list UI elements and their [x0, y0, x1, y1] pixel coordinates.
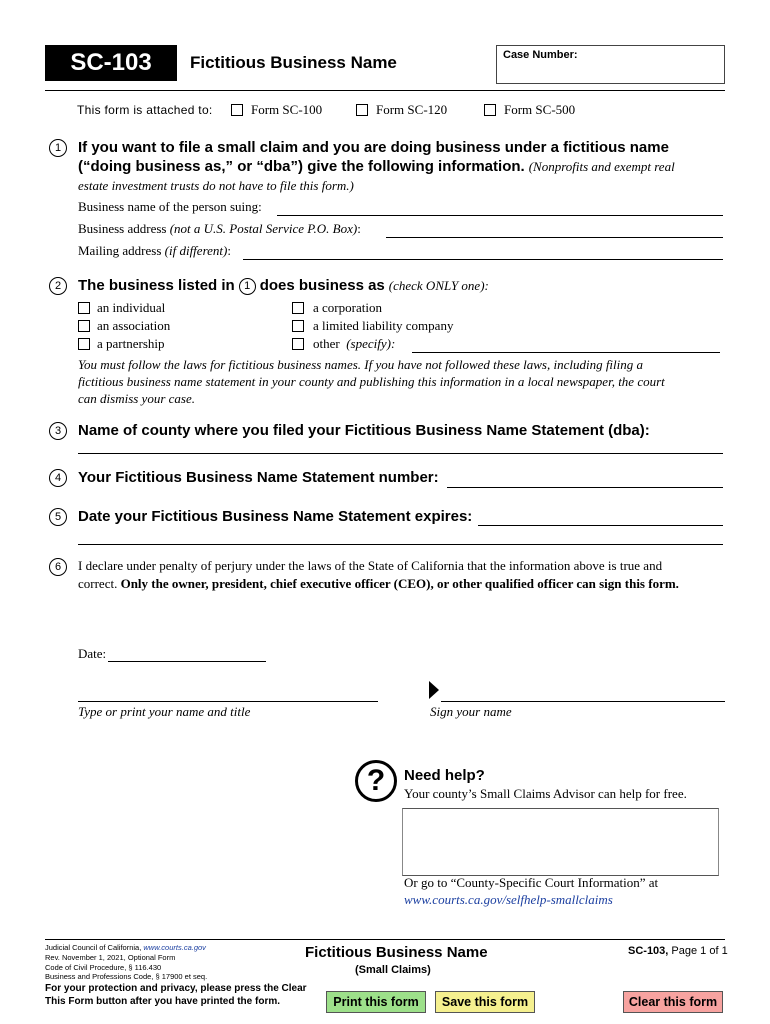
signature-label: Sign your name: [430, 704, 512, 719]
attached-label: This form is attached to:: [77, 103, 213, 117]
item-1-number: 1: [49, 139, 67, 157]
business-address-colon: :: [357, 221, 361, 236]
item-5-number: 5: [49, 508, 67, 526]
statement-number-field[interactable]: [447, 487, 723, 488]
case-number-label: Case Number:: [503, 49, 578, 61]
county-name-field[interactable]: [78, 453, 723, 454]
footer-code1: Code of Civil Procedure, § 116.430: [45, 963, 162, 972]
footer-council-link[interactable]: www.courts.ca.gov: [143, 943, 206, 952]
date-field[interactable]: [108, 661, 266, 662]
business-address-note: (not a U.S. Postal Service P.O. Box): [169, 221, 358, 236]
item-2-number: 2: [49, 277, 67, 295]
mailing-address-label-row: [78, 243, 231, 259]
printed-name-label: Type or print your name and title: [78, 704, 251, 719]
privacy-line2: This Form button after you have printed the form.: [45, 996, 281, 1007]
item-3-label: Name of county where you filed your Fictitious Business Name Statement (dba):: [78, 422, 650, 439]
expiration-date-field[interactable]: [478, 525, 723, 526]
warning-line3: can dismiss your case.: [78, 391, 195, 406]
declaration-line2-pre: correct.: [78, 576, 118, 591]
option-association-label: an association: [97, 318, 171, 333]
other-specify-field[interactable]: [412, 352, 720, 353]
item-2-heading-pre: The business listed in: [78, 277, 235, 294]
business-name-field[interactable]: [277, 215, 723, 216]
declaration-line1: I declare under penalty of perjury under the laws of the State of California that the information above is true and: [78, 558, 663, 573]
privacy-line1: For your protection and privacy, please press the Clear: [45, 983, 307, 994]
option-partnership-checkbox[interactable]: [78, 338, 90, 350]
item-1-heading-line1: If you want to file a small claim and you are doing business under a fictitious name: [78, 139, 669, 156]
warning-line1: You must follow the laws for fictitious business names. If you have not followed these laws, including filing a: [78, 357, 644, 372]
mailing-address-colon: :: [227, 243, 231, 258]
business-address-field[interactable]: [386, 237, 723, 238]
option-individual-checkbox[interactable]: [78, 302, 90, 314]
item-1-note-part1: (Nonprofits and exempt real: [528, 159, 675, 174]
footer-council: Judicial Council of California,: [45, 943, 142, 952]
mailing-address-label: Mailing address: [78, 243, 162, 258]
option-other-label: other: [313, 336, 340, 351]
option-other-row: [313, 336, 395, 352]
warning-line2: fictitious business name statement in your county and publishing this information in a local newspaper, the court: [78, 374, 665, 389]
item-4-number: 4: [49, 469, 67, 487]
attach-sc100-label: Form SC-100: [251, 102, 323, 117]
item-5-label: Date your Fictitious Business Name Statement expires:: [78, 508, 473, 525]
item-1-heading-line2: (“doing business as,” or “dba”) give the following information.: [78, 158, 525, 175]
footer-form-ref: SC-103,: [628, 945, 669, 957]
business-name-label: Business name of the person suing:: [78, 199, 262, 214]
declaration-line2-row: [78, 576, 679, 592]
item-1-note-part2: estate investment trusts do not have to file this form.): [78, 178, 354, 193]
item-2-ref-number: 1: [239, 278, 256, 295]
mailing-address-field[interactable]: [243, 259, 723, 260]
specify-label: (specify):: [346, 336, 396, 351]
attach-sc100-checkbox[interactable]: [231, 104, 243, 116]
save-form-button[interactable]: Save this form: [435, 991, 535, 1013]
option-individual-label: an individual: [97, 300, 166, 315]
footer-title: Fictitious Business Name: [305, 944, 488, 961]
footer-divider: [45, 939, 725, 940]
footer-page: Page 1 of 1: [671, 945, 728, 957]
form-number: SC-103: [45, 45, 177, 81]
option-corporation-checkbox[interactable]: [292, 302, 304, 314]
help-question-icon: ?: [355, 760, 397, 802]
case-number-box[interactable]: [496, 45, 725, 84]
business-address-label-row: [78, 221, 361, 237]
header-divider: [45, 90, 725, 91]
sign-here-arrow-icon: [428, 680, 440, 700]
expiration-date-field-line2[interactable]: [78, 544, 723, 545]
printed-name-field[interactable]: [78, 701, 378, 702]
help-text: Your county’s Small Claims Advisor can help for free.: [404, 786, 687, 801]
attach-sc120-label: Form SC-120: [376, 102, 448, 117]
item-3-number: 3: [49, 422, 67, 440]
option-association-checkbox[interactable]: [78, 320, 90, 332]
advisor-info-box[interactable]: [402, 808, 719, 876]
option-other-checkbox[interactable]: [292, 338, 304, 350]
footer-council-row: [45, 943, 206, 952]
help-title: Need help?: [404, 767, 485, 784]
attach-sc120-checkbox[interactable]: [356, 104, 368, 116]
option-llc-checkbox[interactable]: [292, 320, 304, 332]
business-address-label: Business address: [78, 221, 167, 236]
form-title: Fictitious Business Name: [190, 53, 397, 72]
item-2-heading-note: (check ONLY one):: [388, 278, 489, 293]
signature-field[interactable]: [441, 701, 725, 702]
clear-form-button[interactable]: Clear this form: [623, 991, 723, 1013]
option-partnership-label: a partnership: [97, 336, 165, 351]
attach-sc500-label: Form SC-500: [504, 102, 576, 117]
print-form-button[interactable]: Print this form: [326, 991, 426, 1013]
mailing-address-note: (if different): [164, 243, 228, 258]
footer-rev: Rev. November 1, 2021, Optional Form: [45, 953, 176, 962]
item-6-number: 6: [49, 558, 67, 576]
footer-code2: Business and Professions Code, § 17900 et seq.: [45, 972, 208, 981]
footer-subtitle: (Small Claims): [355, 964, 431, 976]
item-1-heading-line2-row: [78, 158, 675, 176]
item-4-label: Your Fictitious Business Name Statement number:: [78, 469, 439, 486]
help-or-text: Or go to “County-Specific Court Information” at: [404, 875, 659, 890]
declaration-line2-bold: Only the owner, president, chief executive officer (CEO), or other qualified officer can sign this form.: [120, 576, 679, 591]
footer-page-row: [628, 945, 728, 957]
option-corporation-label: a corporation: [313, 300, 382, 315]
item-2-heading-post: does business as: [259, 277, 385, 294]
help-link[interactable]: www.courts.ca.gov/selfhelp-smallclaims: [404, 892, 613, 907]
date-label: Date:: [78, 646, 107, 661]
attach-sc500-checkbox[interactable]: [484, 104, 496, 116]
item-2-heading-row: [78, 277, 489, 295]
option-llc-label: a limited liability company: [313, 318, 454, 333]
